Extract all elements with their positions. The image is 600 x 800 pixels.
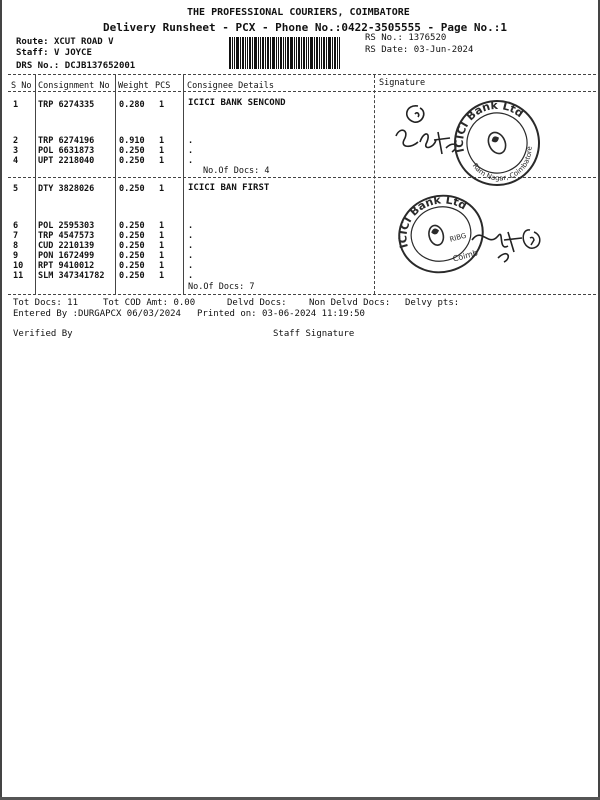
row-weight: 0.250: [119, 146, 145, 156]
row-sno: 11: [13, 271, 24, 281]
stamp2-title: ICICI Bank Ltd: [396, 193, 470, 250]
staff-line: [16, 48, 92, 58]
col-divider-signature: [374, 75, 375, 294]
row-pcs: 1: [159, 271, 165, 281]
row-mark: .: [188, 221, 194, 231]
row-weight: 0.250: [119, 184, 145, 194]
row-sno: 2: [13, 136, 19, 146]
col-header-consignment: Consignment No: [38, 81, 110, 91]
row-consignment: TRP 6274196: [38, 136, 95, 146]
table-row: [0, 221, 200, 231]
row-sno: 7: [13, 231, 19, 241]
col-header-consignee: Consignee Details: [187, 81, 274, 91]
row-weight: 0.910: [119, 136, 145, 146]
staff-value: V JOYCE: [53, 48, 92, 58]
signature-scribble-group2: [468, 218, 548, 268]
table-row: [0, 231, 200, 241]
route-value: XCUT ROAD V: [53, 37, 114, 47]
row-consignment: UPT 2218040: [38, 156, 95, 166]
scan-edge-left: [0, 0, 2, 800]
row-pcs: 1: [159, 221, 165, 231]
rs-date-label: RS Date:: [365, 45, 409, 55]
table-row: [0, 100, 183, 110]
stamp2-code: RIBG: [448, 231, 468, 244]
row-weight: 0.250: [119, 241, 145, 251]
total-cod-amount: Tot COD Amt: 0.00: [103, 298, 196, 308]
company-title: THE PROFESSIONAL COURIERS, COIMBATORE: [187, 7, 410, 18]
route-label: Route:: [16, 37, 49, 47]
row-sno: 8: [13, 241, 19, 251]
table-row: [0, 261, 200, 271]
row-sno: 5: [13, 184, 19, 194]
group2-consignee: ICICI BAN FIRST: [188, 183, 270, 193]
table-bottom-rule: [8, 294, 596, 295]
row-consignment: TRP 6274335: [38, 100, 95, 110]
row-sno: 6: [13, 221, 19, 231]
row-pcs: 1: [159, 156, 165, 166]
rs-no-label: RS No.:: [365, 33, 403, 43]
row-consignment: SLM 347341782: [38, 271, 105, 281]
row-weight: 0.250: [119, 261, 145, 271]
rs-no-value: 1376520: [408, 33, 447, 43]
row-pcs: 1: [159, 146, 165, 156]
row-consignment: PON 1672499: [38, 251, 95, 261]
col-header-signature: Signature: [379, 78, 426, 88]
row-pcs: 1: [159, 136, 165, 146]
row-consignment: CUD 2210139: [38, 241, 95, 251]
row-pcs: 1: [159, 100, 165, 110]
table-row: [0, 156, 200, 166]
row-mark: .: [188, 136, 194, 146]
row-mark: .: [188, 251, 194, 261]
drs-label: DRS No.:: [16, 61, 60, 71]
staff-signature-label: Staff Signature: [273, 329, 355, 339]
row-mark: .: [188, 261, 194, 271]
row-sno: 9: [13, 251, 19, 261]
row-mark: .: [188, 156, 194, 166]
row-sno: 10: [13, 261, 24, 271]
stamp1-title: ICICI Bank Ltd: [452, 98, 526, 154]
col-header-sno: S No: [11, 81, 32, 91]
delivery-points: Delvy pts:: [405, 298, 460, 308]
row-weight: 0.250: [119, 156, 145, 166]
table-header-rule: [8, 91, 596, 92]
route-line: [16, 37, 114, 47]
row-weight: 0.250: [119, 251, 145, 261]
barcode: [229, 37, 357, 69]
rs-no-line: [365, 33, 446, 43]
row-sno: 1: [13, 100, 19, 110]
row-pcs: 1: [159, 261, 165, 271]
stamp1-subtitle: Ram Nagar, Coimbatore: [470, 146, 534, 183]
row-mark: .: [188, 231, 194, 241]
verified-by-label: Verified By: [13, 329, 73, 339]
rs-date-line: [365, 45, 473, 55]
drs-value: DCJB137652001: [64, 61, 136, 71]
table-row: [0, 251, 200, 261]
printed-on: Printed on: 03-06-2024 11:19:50: [197, 309, 365, 319]
col-header-weight: Weight: [118, 81, 149, 91]
row-weight: 0.250: [119, 271, 145, 281]
table-row: [0, 136, 200, 146]
row-mark: .: [188, 271, 194, 281]
table-row: [0, 184, 183, 194]
row-mark: .: [188, 146, 194, 156]
rs-date-value: 03-Jun-2024: [413, 45, 474, 55]
group2-docs-count: No.Of Docs: 7: [188, 282, 255, 292]
stamp2-subtitle: Coimb: [451, 248, 479, 264]
row-pcs: 1: [159, 241, 165, 251]
staff-label: Staff:: [16, 48, 49, 58]
row-sno: 3: [13, 146, 19, 156]
row-consignment: POL 6631873: [38, 146, 95, 156]
entered-by: Entered By :DURGAPCX 06/03/2024: [13, 309, 181, 319]
row-pcs: 1: [159, 251, 165, 261]
row-mark: .: [188, 241, 194, 251]
table-row: [0, 146, 200, 156]
row-weight: 0.280: [119, 100, 145, 110]
table-top-rule: [8, 74, 596, 75]
table-row: [0, 241, 200, 251]
bank-stamp-1: [451, 97, 543, 189]
row-consignment: POL 2595303: [38, 221, 95, 231]
total-docs: Tot Docs: 11: [13, 298, 79, 308]
table-row: [0, 271, 200, 281]
row-consignment: DTY 3828026: [38, 184, 95, 194]
row-sno: 4: [13, 156, 19, 166]
drs-line: [16, 61, 135, 71]
row-pcs: 1: [159, 184, 165, 194]
row-weight: 0.250: [119, 221, 145, 231]
row-weight: 0.250: [119, 231, 145, 241]
group1-consignee: ICICI BANK SENCOND: [188, 98, 286, 108]
row-consignment: RPT 9410012: [38, 261, 95, 271]
row-consignment: TRP 4547573: [38, 231, 95, 241]
delivered-docs: Delvd Docs:: [227, 298, 287, 308]
group1-docs-count: No.Of Docs: 4: [203, 166, 270, 176]
row-pcs: 1: [159, 231, 165, 241]
col-header-pcs: PCS: [155, 81, 171, 91]
non-delivered-docs: Non Delvd Docs:: [309, 298, 391, 308]
runsheet-title: Delivery Runsheet - PCX - Phone No.:0422-3505555 - Page No.:1: [103, 21, 507, 34]
